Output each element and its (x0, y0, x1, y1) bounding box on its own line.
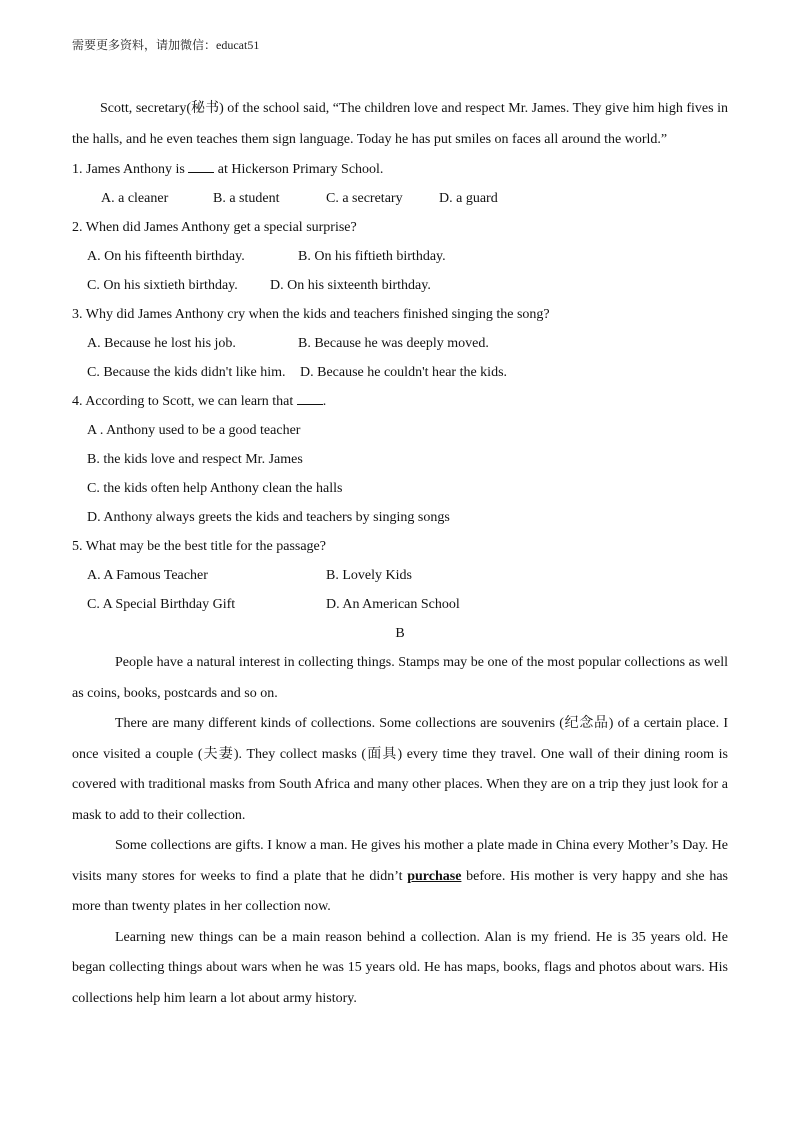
underlined-word: purchase (407, 868, 462, 884)
question-3-options-row-2 (72, 358, 728, 387)
passage-b-paragraph-4: Learning new things can be a main reason behind a collection. Alan is my friend. He is 35 years old. He began collecting things about wars when he was 15 years old. He has maps, books, flags and photos about wars. His collections help him learn a lot about army history. (72, 929, 728, 1006)
question-3-options-row-1 (72, 329, 728, 358)
document-body (72, 94, 728, 1014)
passage-a-closing-paragraph (72, 94, 728, 155)
option-d: D. a guard (439, 191, 498, 206)
option-c: C. Because the kids didn't like him. (87, 365, 286, 380)
question-4-option-c (72, 474, 728, 503)
passage-a-closing-text: Scott, secretary(秘书) of the school said, “The children love and respect Mr. James. They give him high fives in the halls, and he even teaches them sign language. Today he has put smiles on faces all around the world.” (72, 101, 728, 147)
passage-b-label: B (395, 626, 405, 641)
question-4-option-a (72, 416, 728, 445)
option-b: B. the kids love and respect Mr. James (87, 452, 303, 467)
option-d: D. On his sixteenth birthday. (270, 278, 431, 293)
question-2: 2. When did James Anthony get a special surprise? (72, 220, 357, 235)
passage-b-paragraph-2: There are many different kinds of collections. Some collections are souvenirs (纪念品) of a certain place. I once visited a couple (夫妻). They collect masks (面具) every time they travel. One wall of their dining room is covered with traditional masks from South Africa and many other places. When they are on a trip they just look for a mask to add to their collection. (72, 716, 728, 823)
option-b: B. Because he was deeply moved. (298, 336, 489, 351)
option-b: B. a student (213, 191, 280, 206)
page-header-note: 需要更多资料，请加微信：educat51 (72, 38, 260, 52)
option-b: B. Lovely Kids (326, 568, 412, 583)
option-a: A. A Famous Teacher (87, 568, 208, 583)
question-3: 3. Why did James Anthony cry when the kids and teachers finished singing the song? (72, 307, 550, 322)
passage-b-paragraph-3: Some collections are gifts. I know a man. He gives his mother a plate made in China every Mother’s Day. He visits many stores for weeks to find a plate that he didn’t purchase before. His mother is very happy and she has more than twenty plates in her collection now. (72, 838, 728, 914)
answer-blank (188, 160, 214, 173)
option-a: A. a cleaner (101, 191, 169, 206)
option-a: A . Anthony used to be a good teacher (87, 423, 301, 438)
option-d: D. Because he couldn't hear the kids. (300, 365, 508, 380)
question-1-options (72, 184, 728, 213)
question-4-option-d (72, 503, 728, 532)
option-c: C. On his sixtieth birthday. (87, 278, 238, 293)
question-5-options-row-2 (72, 590, 728, 619)
option-d: D. Anthony always greets the kids and teachers by singing songs (87, 510, 450, 525)
passage-b-paragraph-1: People have a natural interest in collecting things. Stamps may be one of the most popular collections as well as coins, books, postcards and so on. (72, 655, 728, 701)
question-5: 5. What may be the best title for the passage? (72, 539, 326, 554)
option-c: C. the kids often help Anthony clean the halls (87, 481, 343, 496)
question-5-options-row-1 (72, 561, 728, 590)
question-4: 4. According to Scott, we can learn that . (72, 394, 327, 409)
question-1: 1. James Anthony is at Hickerson Primary School. (72, 162, 384, 177)
question-4-option-b (72, 445, 728, 474)
option-a: A. On his fifteenth birthday. (87, 249, 245, 264)
option-d: D. An American School (326, 597, 460, 612)
question-2-options-row-2 (72, 271, 728, 300)
option-a: A. Because he lost his job. (87, 336, 236, 351)
option-c: C. A Special Birthday Gift (87, 597, 236, 612)
option-b: B. On his fiftieth birthday. (298, 249, 446, 264)
question-2-options-row-1 (72, 242, 728, 271)
option-c: C. a secretary (326, 191, 403, 206)
answer-blank (297, 392, 323, 405)
